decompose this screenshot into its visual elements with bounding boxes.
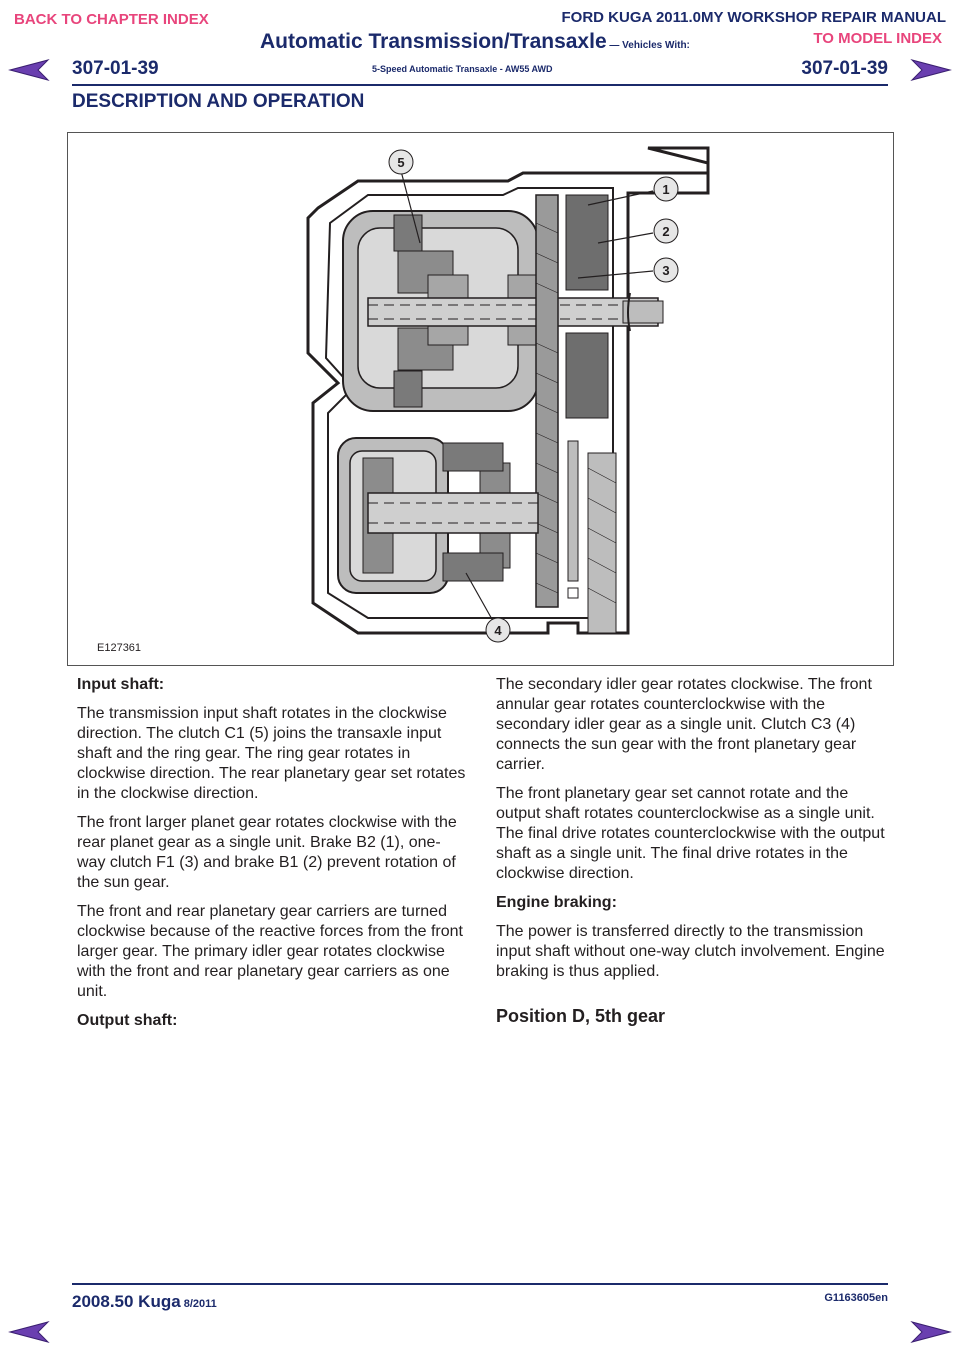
callout-1 — [654, 177, 678, 201]
prev-page-arrow-icon[interactable] — [8, 58, 50, 82]
callout-3 — [654, 258, 678, 282]
footer-date: 8/2011 — [180, 1298, 217, 1310]
paragraph: The front larger planet gear rotates clockwise with the rear planet gear as a single unit. Brake B2 (1), one-way clutch F1 (3) and brake B1 (2) prevent rotation of the sun gear. — [77, 814, 457, 891]
paragraph: The transmission input shaft rotates in the clockwise direction. The clutch C1 (5) joins the transaxle input shaft and the ring gear. The ring gear rotates in clockwise direction. The rear planetary gear set rotates in the clockwise direction. — [77, 705, 466, 802]
header-rule — [72, 84, 888, 86]
footer-rule — [72, 1283, 888, 1285]
chapter-title — [260, 30, 690, 54]
paragraph: The front and rear planetary gear carriers are turned clockwise because of the reactive forces from the front larger gear. The primary idler gear rotates clockwise with the front and rear planetary gear carriers as one unit. — [77, 903, 463, 1000]
next-page-bottom-arrow-icon[interactable] — [910, 1320, 952, 1344]
paragraph: The secondary idler gear rotates clockwise. The front annular gear rotates counterclockwise with the secondary idler gear as a single unit. Clutch C3 (4) connects the sun gear with the front planetary gear carrier. — [496, 676, 872, 773]
footer-code: G1163605en — [824, 1292, 888, 1304]
svg-text:4: 4 — [494, 623, 502, 638]
left-column — [77, 675, 469, 1040]
footer-model-name: 2008.50 Kuga — [72, 1292, 181, 1311]
svg-text:5: 5 — [397, 155, 405, 170]
paragraph-heading: Output shaft: — [77, 1012, 178, 1029]
chapter-title-suffix: — Vehicles With: — [606, 40, 690, 51]
transmission-diagram-figure — [67, 132, 894, 666]
section-title: DESCRIPTION AND OPERATION — [72, 91, 365, 112]
chapter-subtitle: 5-Speed Automatic Transaxle - AW55 AWD — [372, 64, 553, 74]
footer-model — [72, 1292, 217, 1312]
callout-4 — [486, 618, 510, 642]
paragraph: The power is transferred directly to the transmission input shaft without one-way clutch involvement. Engine braking is thus applied. — [496, 923, 885, 980]
paragraph-heading: Input shaft: — [77, 676, 165, 693]
next-page-arrow-icon[interactable] — [910, 58, 952, 82]
paragraph: The front planetary gear set cannot rotate and the output shaft rotates counterclockwise as a single unit. The final drive rotates counterclockwise with the output shaft as a single unit. The final drive rotates in the clockwise direction. — [496, 785, 885, 882]
manual-title: FORD KUGA 2011.0MY WORKSHOP REPAIR MANUAL — [561, 9, 946, 26]
svg-text:2: 2 — [662, 224, 670, 239]
chapter-title-main: Automatic Transmission/Transaxle — [260, 30, 607, 53]
prev-page-bottom-arrow-icon[interactable] — [8, 1320, 50, 1344]
callout-2 — [654, 219, 678, 243]
paragraph-heading: Engine braking: — [496, 894, 617, 911]
subsection-heading: Position D, 5th gear — [496, 1006, 666, 1026]
page-number-left: 307-01-39 — [72, 58, 159, 79]
back-to-chapter-index-link[interactable]: BACK TO CHAPTER INDEX — [14, 11, 209, 28]
to-model-index-link[interactable]: TO MODEL INDEX — [813, 30, 942, 47]
svg-text:3: 3 — [662, 263, 670, 278]
figure-id: E127361 — [97, 642, 142, 654]
transmission-diagram — [68, 133, 893, 665]
right-column — [496, 675, 888, 1027]
page-number-right: 307-01-39 — [801, 58, 888, 79]
callout-5 — [389, 150, 413, 174]
svg-text:1: 1 — [662, 182, 670, 197]
